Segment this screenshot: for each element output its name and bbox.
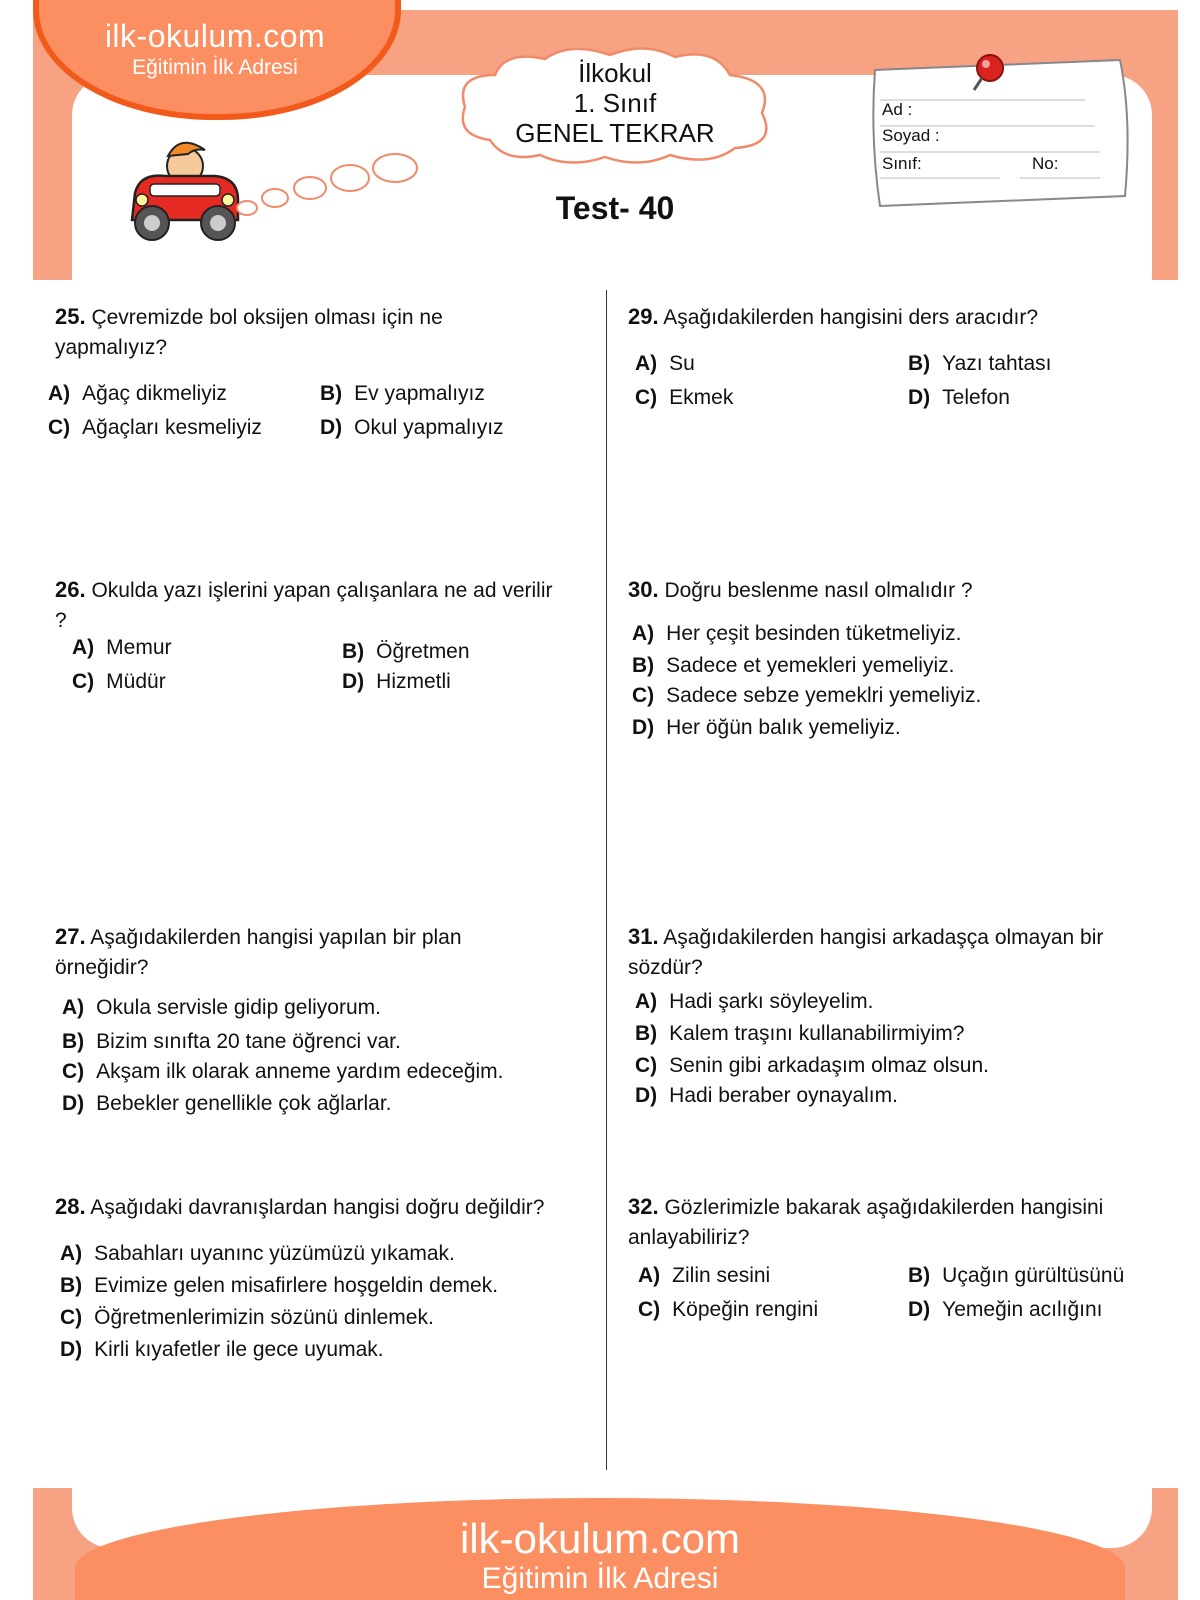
option-d[interactable]: D) Telefon <box>908 386 1010 409</box>
option-d[interactable]: D) Okul yapmalıyız <box>320 416 504 439</box>
option-c[interactable]: C) Ağaçları kesmeliyiz <box>48 416 262 439</box>
school-level-label: İlkokul <box>578 58 652 88</box>
footer-site-title[interactable]: ilk-okulum.com <box>459 1515 741 1562</box>
number-field-label: No: <box>1032 154 1059 173</box>
option-a[interactable]: A) Su <box>635 352 695 375</box>
question-number: 26. <box>55 577 86 602</box>
column-divider <box>606 290 607 1470</box>
question-number: 29. <box>628 304 659 329</box>
class-field-label: Sınıf: <box>882 154 922 173</box>
option-d[interactable]: D) Hadi beraber oynayalım. <box>635 1084 898 1107</box>
question-text: Aşağıdakilerden hangisini ders aracıdır? <box>663 306 1038 329</box>
surname-field-label: Soyad : <box>882 126 940 145</box>
option-d[interactable]: D) Yemeğin acılığını <box>908 1298 1103 1321</box>
topic-label: GENEL TEKRAR <box>515 118 715 148</box>
grade-label: 1. Sınıf <box>573 88 657 118</box>
option-c[interactable]: C) Müdür <box>72 670 166 693</box>
option-d[interactable]: D) Bebekler genellikle çok ağlarlar. <box>62 1092 392 1115</box>
option-b[interactable]: B) Öğretmen <box>342 640 470 663</box>
question-31 <box>628 922 1168 983</box>
question-29 <box>628 302 1168 333</box>
question-26 <box>55 575 555 636</box>
option-b[interactable]: B) Evimize gelen misafirlere hoşgeldin demek. <box>60 1274 499 1297</box>
push-pin-icon <box>968 50 1010 92</box>
option-a[interactable]: A) Ağaç dikmeliyiz <box>48 382 227 405</box>
question-number: 31. <box>628 924 659 949</box>
option-c[interactable]: C) Öğretmenlerimizin sözünü dinlemek. <box>60 1306 434 1329</box>
question-number: 32. <box>628 1194 659 1219</box>
question-text: Çevremizde bol oksijen olması için ne yapmalıyız? <box>55 306 443 359</box>
site-logo-subtitle: Eğitimin İlk Adresi <box>132 56 298 79</box>
question-28 <box>55 1192 600 1223</box>
option-a[interactable]: A) Sabahları uyanınc yüzümüzü yıkamak. <box>60 1242 455 1265</box>
option-b[interactable]: B) Bizim sınıfta 20 tane öğrenci var. <box>62 1030 401 1053</box>
question-number: 27. <box>55 924 86 949</box>
option-c[interactable]: C) Sadece sebze yemeklri yemeliyiz. <box>632 684 982 707</box>
question-text: Aşağıdaki davranışlardan hangisi doğru değildir? <box>90 1196 545 1219</box>
option-b[interactable]: B) Sadece et yemekleri yemeliyiz. <box>632 654 955 677</box>
option-c[interactable]: C) Köpeğin rengini <box>638 1298 819 1321</box>
question-30 <box>628 575 1168 606</box>
question-number: 30. <box>628 577 659 602</box>
question-text: Aşağıdakilerden hangisi arkadaşça olmayan bir sözdür? <box>628 926 1104 979</box>
test-title: Test- 40 <box>555 190 675 226</box>
question-text: Okulda yazı işlerini yapan çalışanlara ne ad verilir ? <box>55 579 553 632</box>
option-b[interactable]: B) Yazı tahtası <box>908 352 1052 375</box>
option-b[interactable]: B) Uçağın gürültüsünü <box>908 1264 1125 1287</box>
question-32 <box>628 1192 1178 1253</box>
option-b[interactable]: B) Kalem traşını kullanabilirmiyim? <box>635 1022 965 1045</box>
option-d[interactable]: D) Kirli kıyafetler ile gece uyumak. <box>60 1338 384 1361</box>
option-a[interactable]: A) Zilin sesini <box>638 1264 771 1287</box>
option-a[interactable]: A) Okula servisle gidip geliyorum. <box>62 996 381 1019</box>
option-a[interactable]: A) Memur <box>72 636 172 659</box>
option-c[interactable]: C) Ekmek <box>635 386 734 409</box>
option-d[interactable]: D) Her öğün balık yemeliyiz. <box>632 716 901 739</box>
question-text: Doğru beslenme nasıl olmalıdır ? <box>664 579 973 602</box>
question-27 <box>55 922 555 983</box>
site-logo-title[interactable]: ilk-okulum.com <box>104 18 326 54</box>
car-cartoon-icon <box>120 128 250 248</box>
option-a[interactable]: A) Her çeşit besinden tüketmeliyiz. <box>632 622 962 645</box>
option-c[interactable]: C) Akşam ilk olarak anneme yardım edeceğim. <box>62 1060 504 1083</box>
name-field-label: Ad : <box>882 100 913 119</box>
question-number: 28. <box>55 1194 86 1219</box>
question-text: Gözlerimizle bakarak aşağıdakilerden hangisini anlayabiliriz? <box>628 1196 1104 1249</box>
option-a[interactable]: A) Hadi şarkı söyleyelim. <box>635 990 874 1013</box>
option-c[interactable]: C) Senin gibi arkadaşım olmaz olsun. <box>635 1054 990 1077</box>
thought-bubble-dots-icon <box>235 150 465 220</box>
question-25 <box>55 302 555 363</box>
footer-site-subtitle: Eğitimin İlk Adresi <box>481 1562 719 1595</box>
question-number: 25. <box>55 304 86 329</box>
question-text: Aşağıdakilerden hangisi yapılan bir plan örneğidir? <box>55 926 462 979</box>
option-b[interactable]: B) Ev yapmalıyız <box>320 382 485 405</box>
option-d[interactable]: D) Hizmetli <box>342 670 451 693</box>
